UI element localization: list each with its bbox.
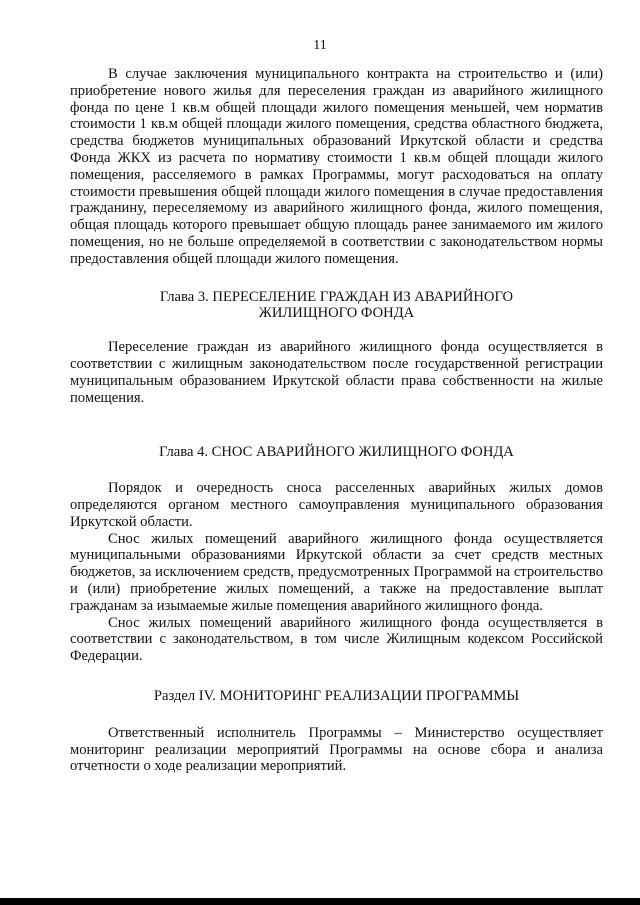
- chapter-3-paragraph: Переселение граждан из аварийного жилищного фонда осуществляется в соответствии с жилищным законодательством после государственной регистрации муниципальным образованием Иркутской области права собственности на жилые помещения.: [70, 339, 603, 406]
- section-4-paragraph: Ответственный исполнитель Программы – Министерство осуществляет мониторинг реализации мероприятий Программы на основе сбора и анализа отчетности о ходе реализации мероприятий.: [70, 724, 603, 775]
- chapter-4-paragraph-3: Снос жилых помещений аварийного жилищного фонда осуществляется в соответствии с законодательством, в том числе Жилищным кодексом Российской Федерации.: [70, 614, 603, 665]
- section-4-heading: Раздел IV. МОНИТОРИНГ РЕАЛИЗАЦИИ ПРОГРАММЫ: [153, 687, 520, 704]
- chapter-3-heading-line-2: ЖИЛИЩНОГО ФОНДА: [258, 305, 415, 322]
- chapter-3-heading: [70, 289, 603, 323]
- chapter-4-heading: Глава 4. СНОС АВАРИЙНОГО ЖИЛИЩНОГО ФОНДА: [159, 444, 514, 461]
- scan-bottom-edge: [0, 898, 640, 905]
- chapter-3-heading-line-1: Глава 3. ПЕРЕСЕЛЕНИЕ ГРАЖДАН ИЗ АВАРИЙНОГО: [159, 288, 514, 305]
- page-number: 11: [313, 38, 327, 53]
- intro-paragraph: В случае заключения муниципального контракта на строительство и (или) приобретение нового жилья для переселения граждан из аварийного жилищного фонда по цене 1 кв.м общей площади жилого помещения меньшей, чем норматив стоимости 1 кв.м общей площади жилого помещения, средства областного бюджета, средства бюджетов муниципальных образований Иркутской области и средства Фонда ЖКХ из расчета по нормативу стоимости 1 кв.м общей площади жилого помещения, расселяемого в рамках Программы, могут расходоваться на оплату стоимости превышения общей площади жилого помещения в случае предоставления гражданину, переселяемому из аварийного жилищного фонда, жилого помещения, общая площадь которого превышает общую площадь ранее занимаемого им жилого помещения, но не больше определяемой в соответствии с законодательством нормы предоставления общей площади жилого помещения.: [70, 66, 603, 267]
- document-body: [70, 66, 603, 775]
- chapter-4-paragraph-2: Снос жилых помещений аварийного жилищного фонда осуществляется муниципальными образованиями Иркутской области за счет средств местных бюджетов, за исключением средств, предусмотренных Программой на строительство и (или) приобретение жилых помещений, а также на предоставление выплат гражданам за изымаемые жилые помещения аварийного жилищного фонда.: [70, 530, 603, 614]
- chapter-4-paragraph-1: Порядок и очередность сноса расселенных аварийных жилых домов определяются органом местного самоуправления муниципального образования Иркутской области.: [70, 480, 603, 530]
